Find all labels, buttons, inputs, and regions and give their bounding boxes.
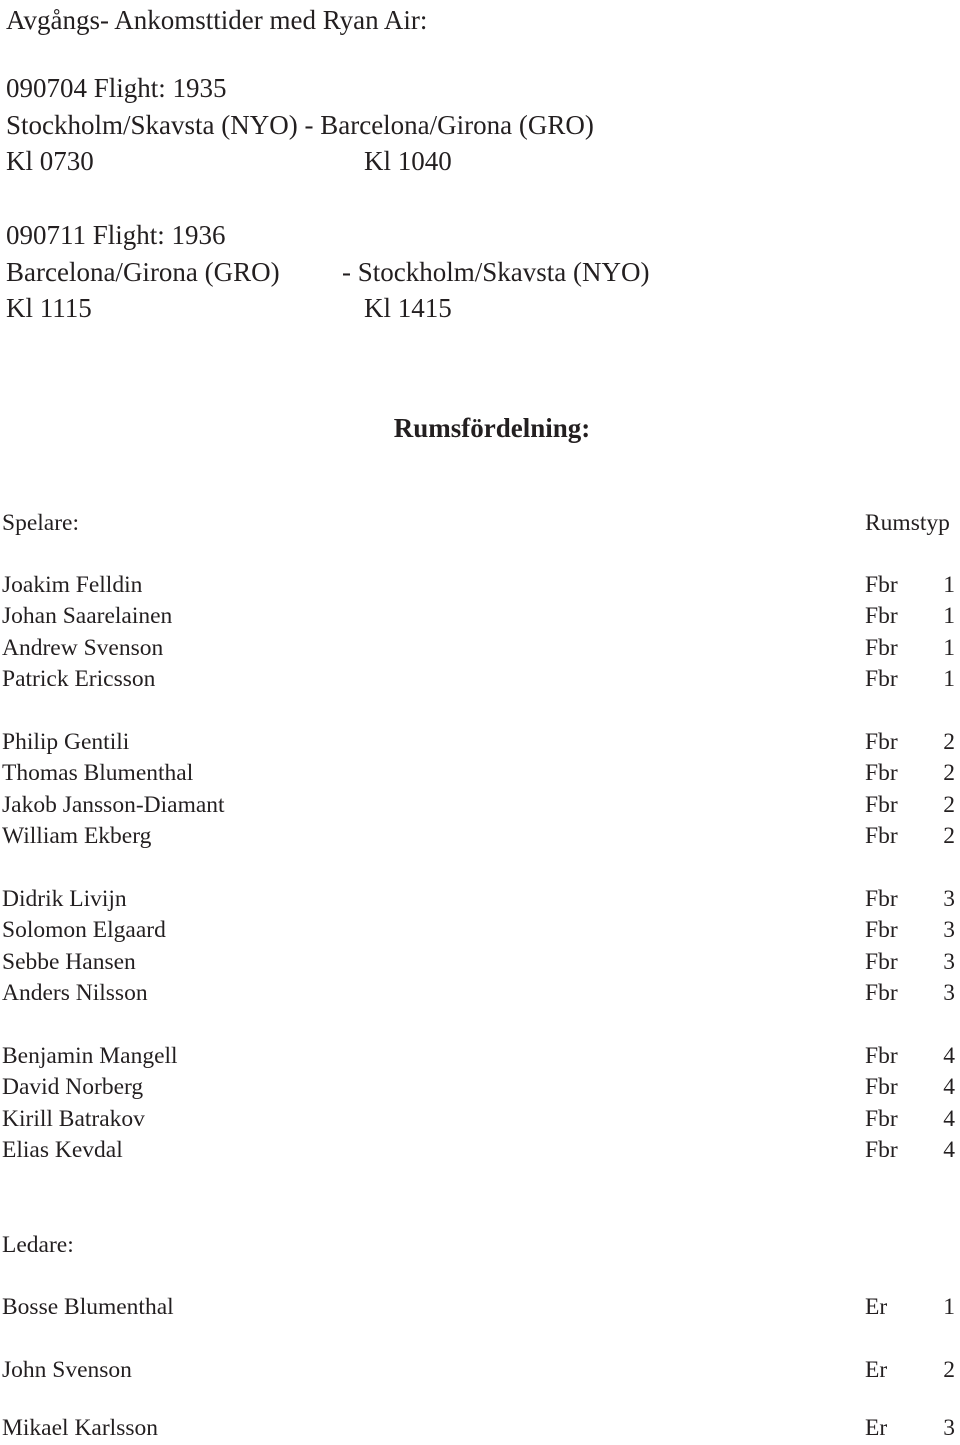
room-type: Fbr [865, 949, 898, 975]
flight-2-route [6, 256, 956, 288]
player-name: Thomas Blumenthal [2, 760, 194, 786]
player-name: Andrew Svenson [2, 635, 164, 661]
player-row [0, 1072, 960, 1103]
room-type: Er [865, 1357, 888, 1383]
player-row [0, 915, 960, 946]
player-row [0, 1041, 960, 1072]
player-row [0, 570, 960, 601]
flight-2-route-from: Barcelona/Girona (GRO) [6, 257, 280, 287]
flight-2-route-to: - Stockholm/Skavsta (NYO) [342, 257, 650, 287]
room-number: 1 [943, 1294, 955, 1320]
room-number: 3 [943, 886, 955, 912]
page-title: Avgångs- Ankomsttider med Ryan Air: [6, 5, 428, 35]
player-row [0, 758, 960, 789]
flight-1-route [6, 109, 956, 141]
player-name: Philip Gentili [2, 729, 130, 755]
flight-1-date-number: 090704 Flight: 1935 [6, 73, 227, 103]
room-type: Fbr [865, 917, 898, 943]
room-number: 2 [943, 1357, 955, 1383]
room-number: 4 [943, 1043, 955, 1069]
room-type: Fbr [865, 1043, 898, 1069]
player-row [0, 947, 960, 978]
room-type-label: Rumstyp [865, 510, 950, 536]
room-type: Fbr [865, 760, 898, 786]
leader-name: John Svenson [2, 1357, 132, 1383]
player-name: Patrick Ericsson [2, 666, 156, 692]
player-name: Joakim Felldin [2, 572, 143, 598]
player-name: David Norberg [2, 1074, 144, 1100]
flight-2-arrival-time: Kl 1415 [364, 293, 452, 323]
flight-1-times [6, 145, 956, 177]
flight-1-arrival-time: Kl 1040 [364, 146, 452, 176]
player-name: Sebbe Hansen [2, 949, 136, 975]
room-type: Fbr [865, 980, 898, 1006]
room-number: 3 [943, 949, 955, 975]
room-type: Fbr [865, 666, 898, 692]
room-number: 2 [943, 792, 955, 818]
room-type: Fbr [865, 603, 898, 629]
player-row [0, 884, 960, 915]
player-row [0, 727, 960, 758]
players-label: Spelare: [2, 510, 79, 536]
room-number: 3 [943, 917, 955, 943]
flight-1-route-from: Stockholm/Skavsta (NYO) [6, 110, 298, 140]
room-number: 4 [943, 1106, 955, 1132]
room-allocation-heading: Rumsfördelning: [393, 413, 591, 443]
leader-row [0, 1355, 960, 1386]
flight-2-departure-time: Kl 1115 [6, 293, 92, 323]
player-row [0, 1104, 960, 1135]
leader-row [0, 1292, 960, 1323]
room-number: 2 [943, 760, 955, 786]
player-row [0, 790, 960, 821]
room-type: Er [865, 1415, 888, 1441]
leader-name: Mikael Karlsson [2, 1415, 158, 1441]
room-type: Er [865, 1294, 888, 1320]
room-number: 2 [943, 823, 955, 849]
flight-1-route-to: - Barcelona/Girona (GRO) [304, 110, 594, 140]
room-type: Fbr [865, 1106, 898, 1132]
room-number: 1 [943, 603, 955, 629]
room-type: Fbr [865, 729, 898, 755]
player-row [0, 821, 960, 852]
room-number: 1 [943, 572, 955, 598]
leader-name: Bosse Blumenthal [2, 1294, 174, 1320]
room-number: 4 [943, 1137, 955, 1163]
room-number: 3 [943, 1415, 955, 1441]
leaders-label: Ledare: [2, 1232, 74, 1258]
player-name: Kirill Batrakov [2, 1106, 145, 1132]
player-name: Benjamin Mangell [2, 1043, 178, 1069]
room-number: 1 [943, 666, 955, 692]
player-row [0, 1135, 960, 1166]
player-name: Elias Kevdal [2, 1137, 123, 1163]
room-number: 1 [943, 635, 955, 661]
room-type: Fbr [865, 1074, 898, 1100]
flight-2-date-number: 090711 Flight: 1936 [6, 220, 226, 250]
player-row [0, 633, 960, 664]
room-type: Fbr [865, 886, 898, 912]
flight-2-times [6, 292, 956, 324]
player-name: William Ekberg [2, 823, 152, 849]
player-name: Solomon Elgaard [2, 917, 166, 943]
player-row [0, 601, 960, 632]
player-row [0, 978, 960, 1009]
flight-1-departure-time: Kl 0730 [6, 146, 94, 176]
room-number: 3 [943, 980, 955, 1006]
room-type: Fbr [865, 792, 898, 818]
player-name: Jakob Jansson-Diamant [2, 792, 225, 818]
leader-row [0, 1413, 960, 1444]
player-name: Didrik Livijn [2, 886, 127, 912]
room-type: Fbr [865, 823, 898, 849]
room-number: 2 [943, 729, 955, 755]
room-type: Fbr [865, 1137, 898, 1163]
player-row [0, 664, 960, 695]
room-number: 4 [943, 1074, 955, 1100]
room-type: Fbr [865, 572, 898, 598]
player-name: Johan Saarelainen [2, 603, 173, 629]
player-name: Anders Nilsson [2, 980, 148, 1006]
room-type: Fbr [865, 635, 898, 661]
